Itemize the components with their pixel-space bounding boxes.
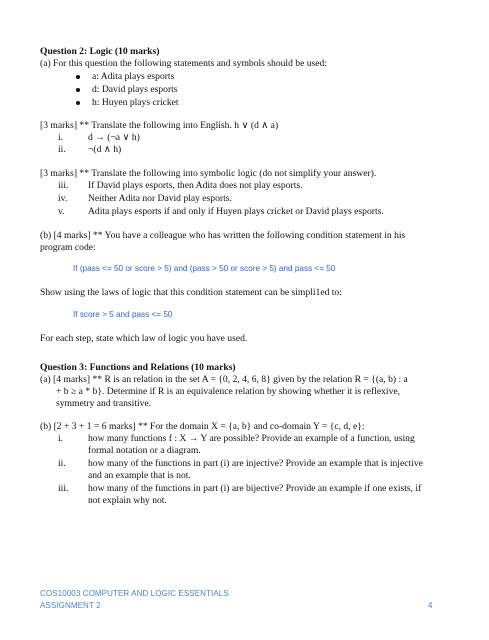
list-num: v. (58, 206, 65, 217)
page-number: 4 (428, 601, 433, 610)
bullet-icon (76, 88, 80, 92)
list-item: how many of the functions in part (i) are bijective? Provide an example if one exists, if (88, 483, 422, 494)
q2-intro: (a) For this question the following statements and symbols should be used: (40, 58, 327, 69)
q3-a-text: symmetry and transitive. (56, 398, 152, 409)
part1-header: [3 marks] ** Translate the following into English. h ∨ (d ∧ a) (40, 120, 279, 131)
list-item: Neither Adita nor David play esports. (88, 193, 232, 204)
footer-course: COS10003 COMPUTER AND LOGIC ESSENTIALS (40, 589, 229, 598)
part2-header: [3 marks] ** Translate the following into symbolic logic (do not simplify your answer). (40, 168, 377, 179)
step-instruction: For each step, state which law of logic you have used. (40, 333, 248, 344)
list-num: iii. (58, 483, 69, 494)
part-b-text: (b) [4 marks] ** You have a colleague who has written the following condition statement in his (40, 230, 406, 241)
symbol-item-h (76, 97, 80, 109)
list-item: d → (¬a ∨ h) (88, 132, 140, 143)
bullet-icon (76, 75, 80, 79)
list-num: ii. (58, 144, 66, 155)
symbol-a: a: Adita plays esports (92, 71, 175, 82)
footer-assignment: ASSIGNMENT 2 (40, 601, 101, 610)
list-item: Adita plays esports if and only if Huyen plays cricket or David plays esports. (88, 206, 384, 217)
code-snippet: If (pass <= 50 or score > 5) and (pass > 50 or score > 5) and pass <= 50 (73, 264, 336, 273)
list-num: iv. (58, 193, 68, 204)
list-num: ii. (58, 458, 66, 469)
list-item: and an example that is not. (88, 470, 191, 481)
list-item: ¬(d ∧ h) (88, 144, 122, 155)
part-b-text: program code: (40, 242, 96, 253)
q3-a-text: + b ≥ a * b}. Determine if R is an equivalence relation by showing whether it is reflexive, (56, 386, 401, 397)
q3-a-text: (a) [4 marks] ** R is an relation in the set A = {0, 2, 4, 6, 8} given by the relation R = {(a, b) : a (40, 374, 408, 385)
symbol-h: h: Huyen plays cricket (92, 97, 179, 108)
list-num: i. (58, 433, 64, 444)
list-item: If David plays esports, then Adita does not play esports. (88, 180, 303, 191)
list-item: how many functions f : X → Y are possible? Provide an example of a function, using (88, 433, 415, 444)
bullet-icon (76, 101, 80, 105)
list-num: i. (58, 132, 64, 143)
q3-title: Question 3: Functions and Relations (10 marks) (40, 362, 236, 373)
symbol-item-d (76, 84, 80, 96)
list-item: how many of the functions in part (i) are injective? Provide an example that is injective (88, 458, 423, 469)
symbol-item-a (76, 71, 80, 83)
list-item: not explain why not. (88, 495, 167, 506)
show-text: Show using the laws of logic that this condition statement can be simpli1ed to: (40, 287, 342, 298)
q3-b-text: (b) [2 + 3 + 1 = 6 marks] ** For the domain X = {a, b} and co-domain Y = {c, d, e}: (40, 421, 365, 432)
symbol-d: d: David plays esports (92, 84, 178, 95)
q2-title: Question 2: Logic (10 marks) (40, 46, 160, 57)
code-snippet-simplified: If score > 5 and pass <= 50 (73, 310, 173, 319)
list-num: iii. (58, 180, 69, 191)
list-item: formal notation or a diagram. (88, 445, 201, 456)
